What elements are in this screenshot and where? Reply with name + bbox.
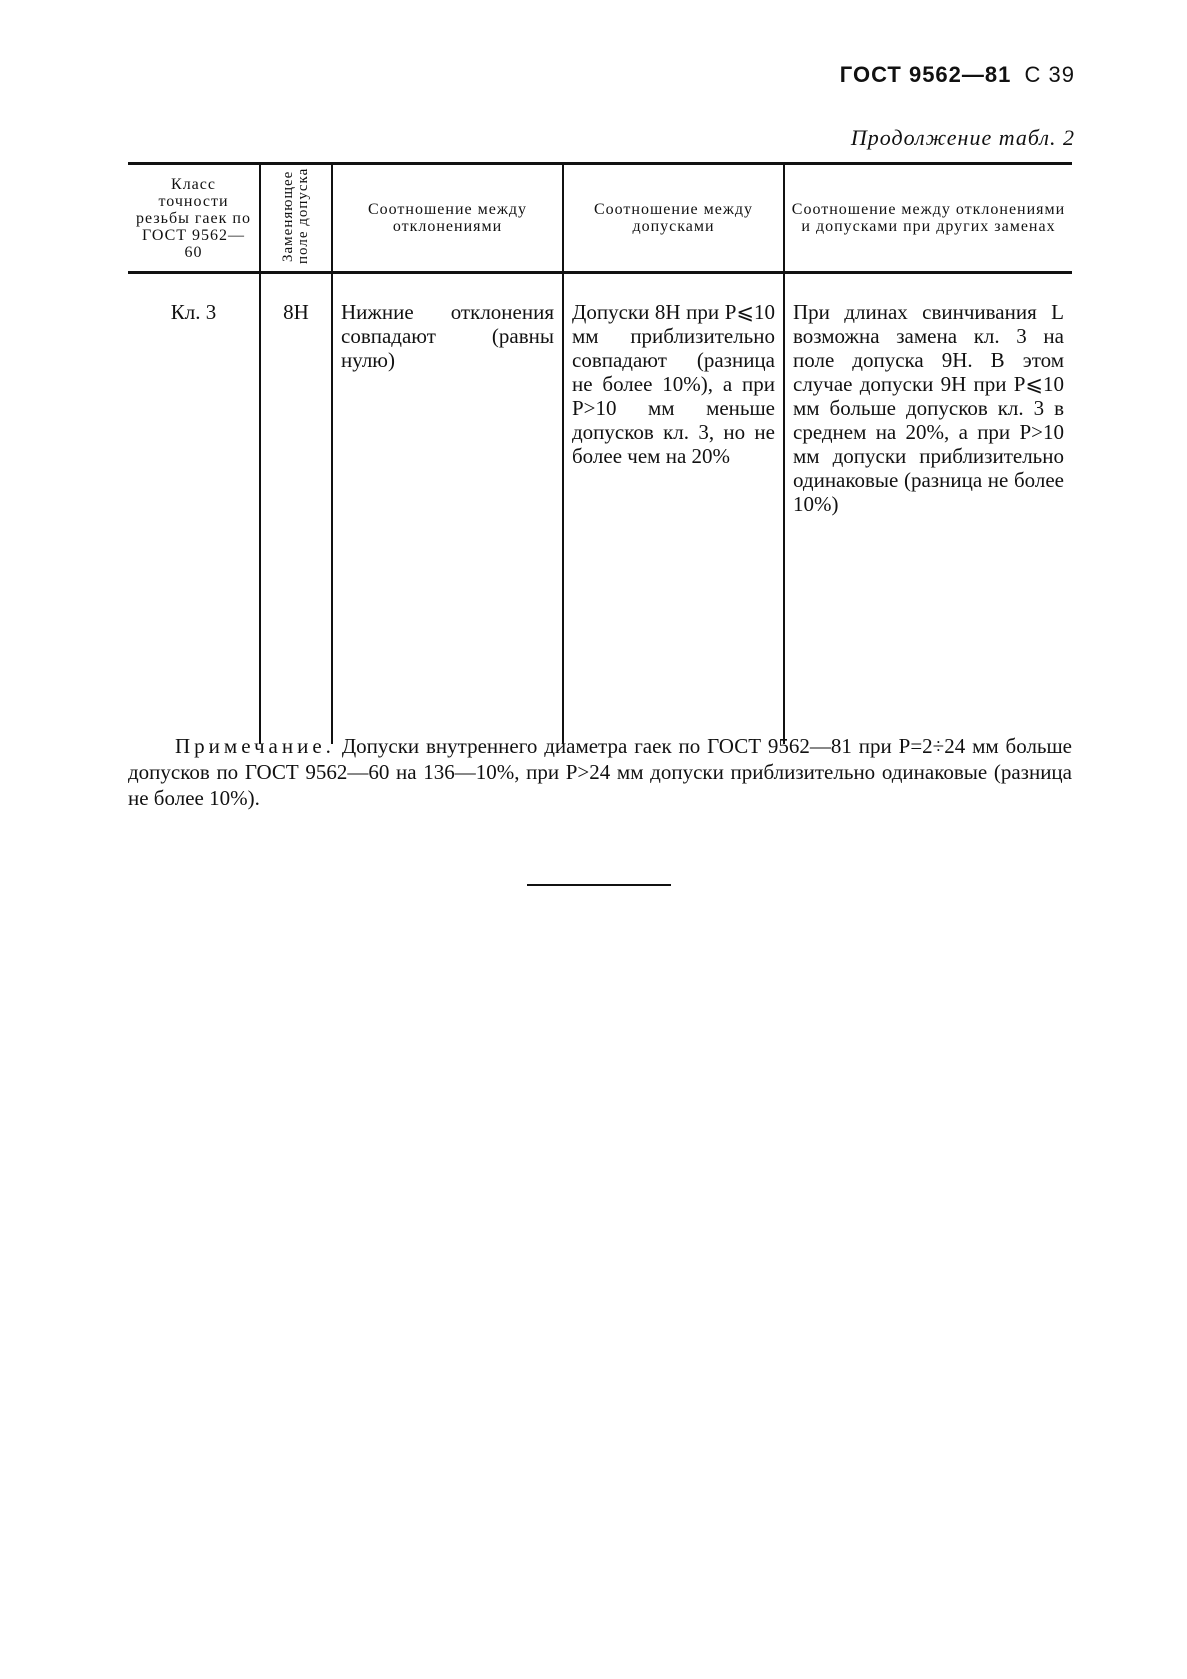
cell-replacement-field: 8Н [260, 273, 332, 745]
tolerance-table-frame [128, 162, 1072, 723]
page-number: С 39 [1024, 62, 1075, 87]
page-header [840, 62, 1075, 88]
table-row [128, 273, 1072, 745]
column-header-deviation-relation: Соотношение между отклонениями [332, 165, 563, 273]
table-continuation-caption: Продолжение табл. 2 [850, 125, 1075, 150]
tolerance-comparison-table [128, 165, 1072, 744]
column-header-other-relation: Соотношение между отклонениями и допусками при других заменах [784, 165, 1072, 273]
table-note [128, 733, 1072, 811]
column-header-accuracy-class: Класс точности резьбы гаек по ГОСТ 9562—60 [128, 165, 260, 273]
note-text: Допуски внутреннего диаметра гаек по ГОСТ 9562—81 при P=2÷24 мм больше допусков по ГОСТ 9562—60 на 136—10%, при P>24 мм допуски приблизительно одинаковые (разница не более 10%). [128, 734, 1073, 810]
end-divider [527, 884, 671, 886]
cell-tolerance-relation: Допуски 8Н при P⩽10 мм приблизительно совпадают (разница не более 10%), а при P>10 мм меньше допусков кл. 3, но не более чем на 20% [563, 273, 784, 745]
cell-accuracy-class: Кл. 3 [170, 300, 217, 324]
document-number: ГОСТ 9562—81 [839, 62, 1012, 87]
cell-other-relation: При длинах свинчивания L возможна замена кл. 3 на поле допуска 9Н. В этом случае допуски 9Н при P⩽10 мм больше допусков кл. 3 в среднем на 20%, а при P>10 мм допуски приблизительно одинаковые (разница не более 10%) [784, 273, 1072, 745]
cell-deviation-relation: Нижние отклонения совпадают (равны нулю) [332, 273, 563, 745]
column-header-replacement-field [260, 165, 332, 273]
column-header-replacement-field-text: Заменяющее поле допуска [280, 167, 311, 265]
column-header-tolerance-relation: Соотношение между допусками [563, 165, 784, 273]
table-header-row [128, 165, 1072, 273]
note-label: Примечание. [175, 734, 335, 758]
